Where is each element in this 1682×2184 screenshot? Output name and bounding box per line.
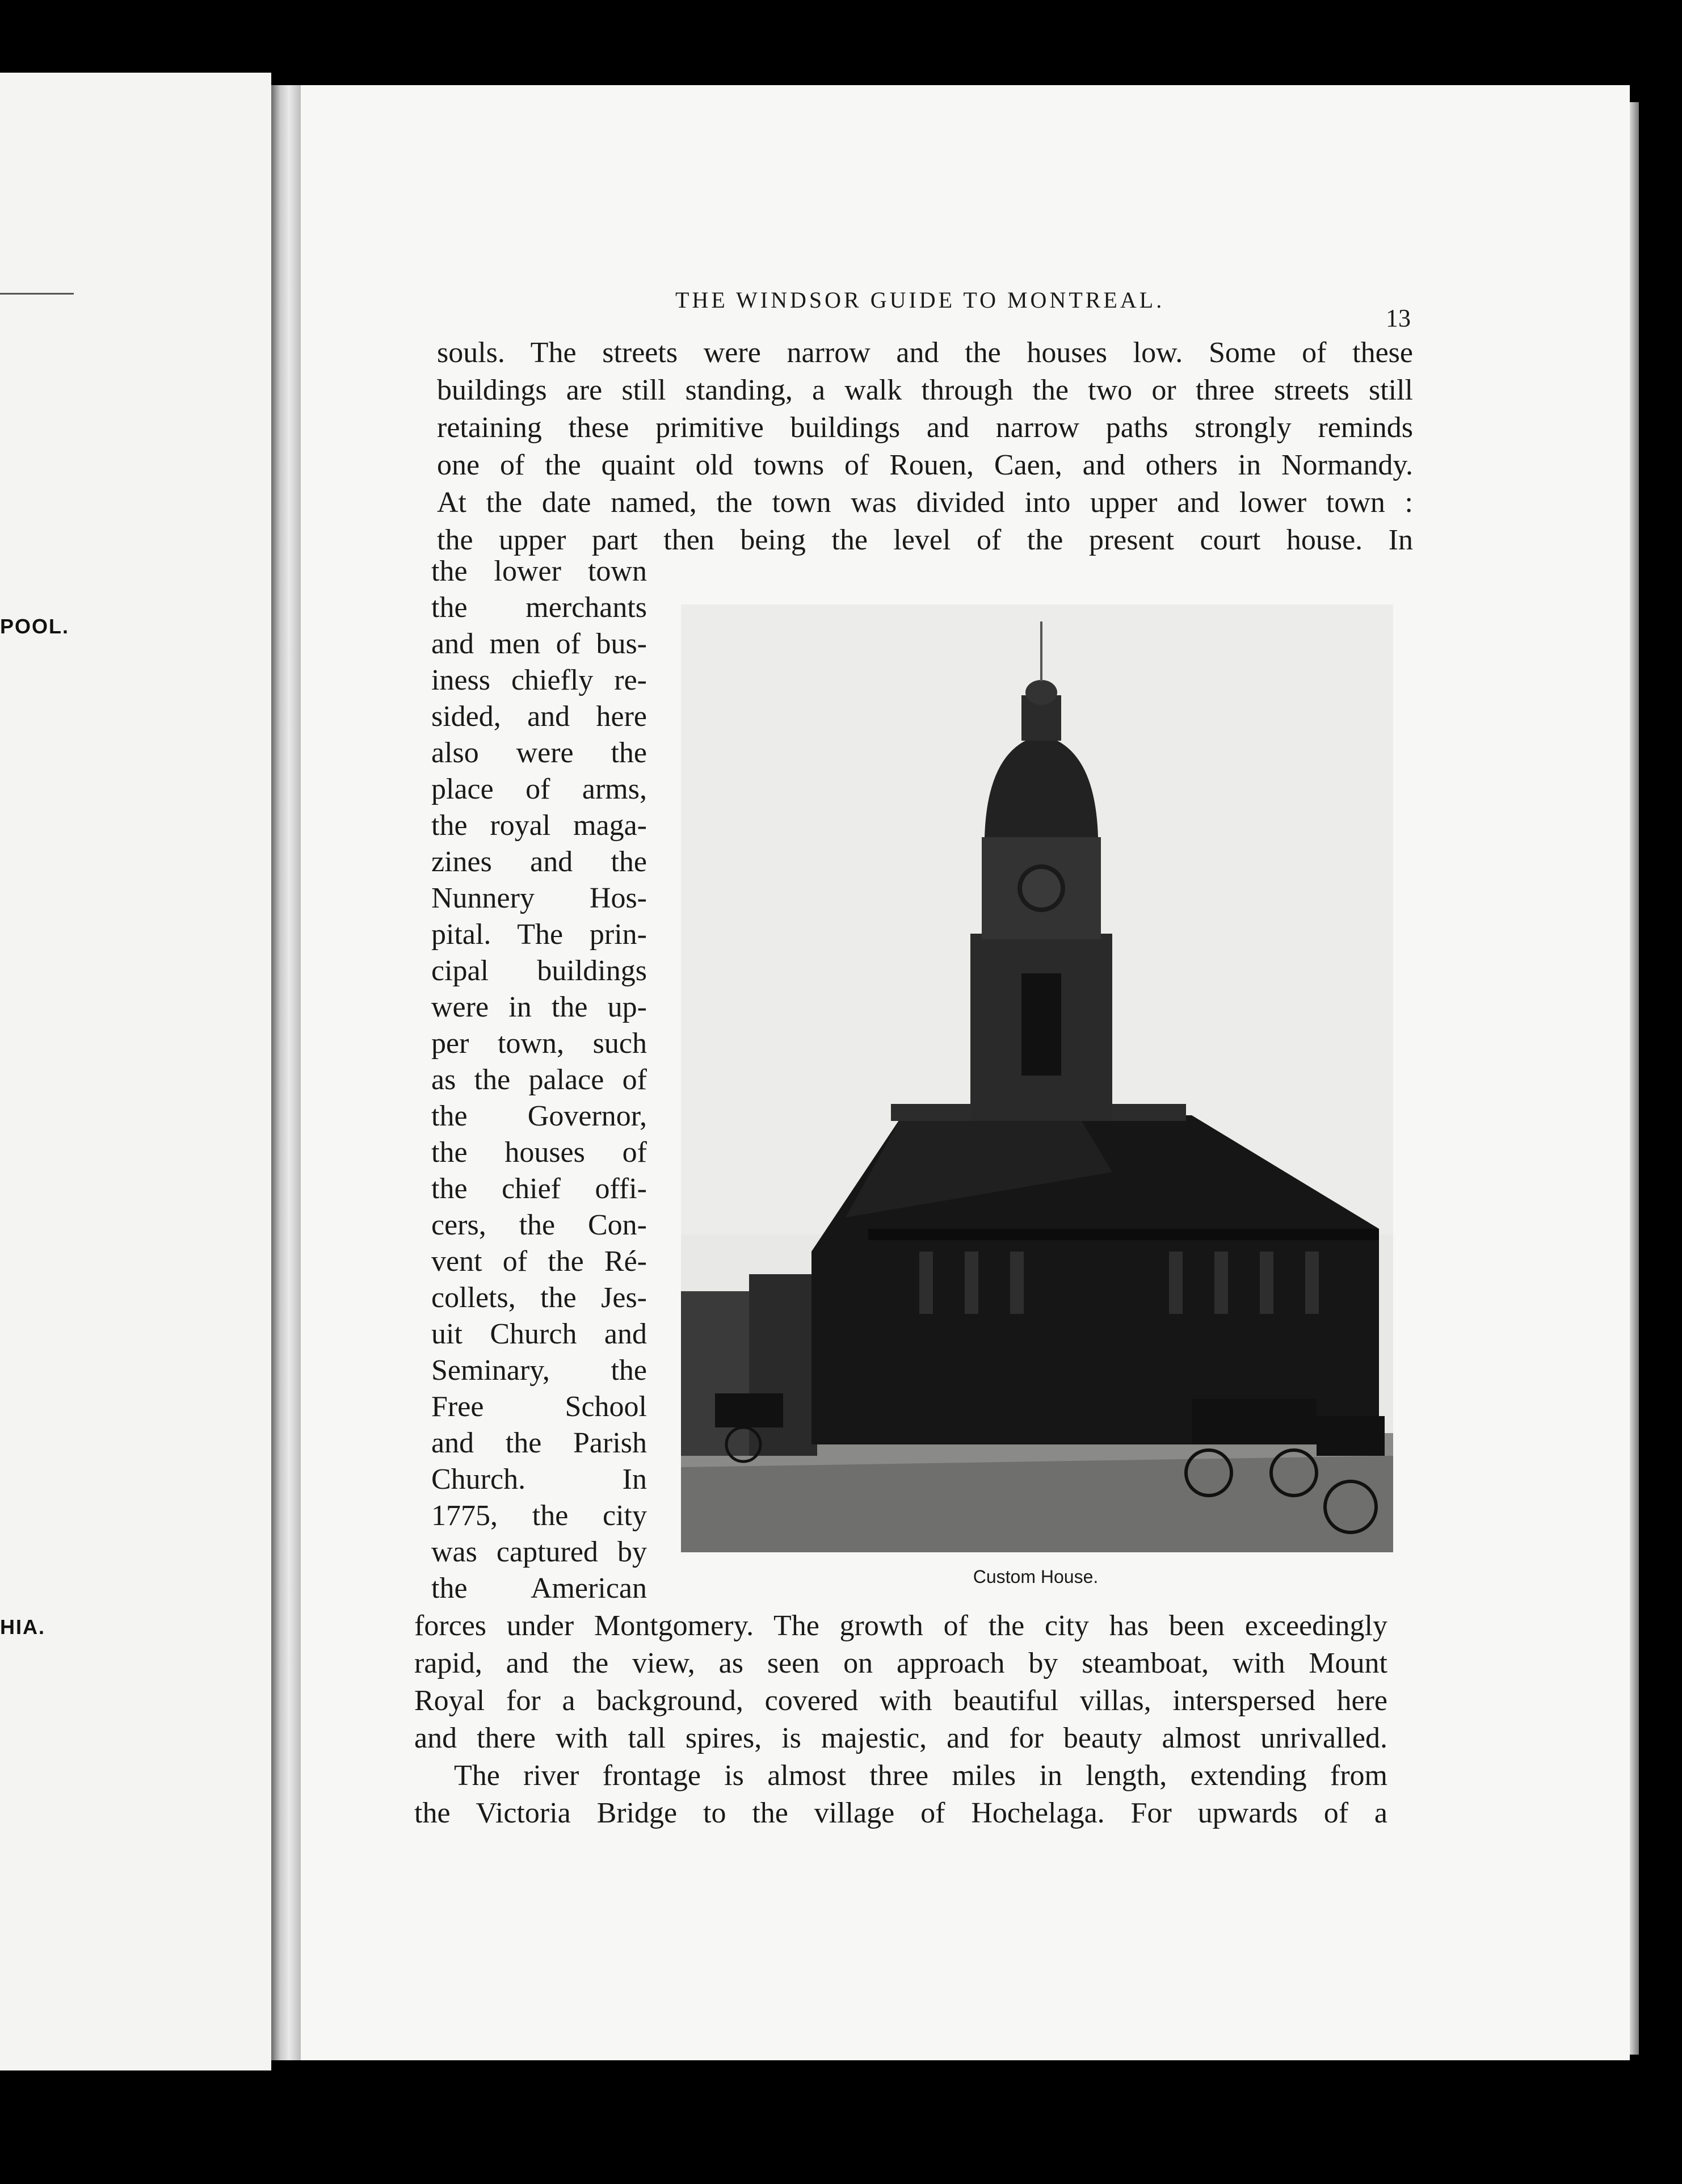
body-line-narrow: collets, the Jes- [431, 1282, 647, 1314]
running-head: THE WINDSOR GUIDE TO MONTREAL. [675, 287, 1165, 313]
body-line: Royal for a background, covered with beautiful villas, interspersed here [414, 1685, 1387, 1717]
page-number: 13 [1386, 304, 1411, 332]
body-line-narrow: place of arms, [431, 773, 647, 805]
body-line: retaining these primitive buildings and narrow paths strongly reminds [437, 411, 1413, 444]
body-line-narrow: Church. In [431, 1463, 647, 1496]
body-line-narrow: the royal maga- [431, 809, 647, 842]
body-line-narrow: vent of the Ré- [431, 1245, 647, 1278]
body-line-narrow: Nunnery Hos- [431, 882, 647, 914]
body-line-narrow: the houses of [431, 1136, 647, 1169]
body-line: and there with tall spires, is majestic, and for beauty almost unrivalled. [414, 1722, 1387, 1754]
left-page-fragment-1: POOL. [0, 615, 70, 638]
body-line-narrow: cers, the Con- [431, 1209, 647, 1241]
figure-caption: Custom House. [973, 1566, 1099, 1587]
body-line: souls. The streets were narrow and the houses low. Some of these [437, 337, 1413, 369]
body-line-narrow: per town, such [431, 1027, 647, 1060]
body-line-narrow: also were the [431, 737, 647, 769]
body-line-narrow: Seminary, the [431, 1354, 647, 1387]
body-line: one of the quaint old towns of Rouen, Caen, and others in Normandy. [437, 449, 1413, 481]
body-line-narrow: sided, and here [431, 700, 647, 733]
body-line-narrow: was captured by [431, 1536, 647, 1568]
body-line-narrow: pital. The prin- [431, 918, 647, 951]
body-line-narrow: the American [431, 1572, 647, 1605]
body-line-narrow: the lower town [431, 555, 647, 587]
left-page-rule [0, 293, 74, 295]
body-line-narrow: the chief offi- [431, 1173, 647, 1205]
body-line: the upper part then being the level of the present court house. In [437, 524, 1413, 556]
body-line-narrow: uit Church and [431, 1318, 647, 1350]
body-line-narrow: iness chiefly re- [431, 664, 647, 696]
page-edge [1630, 102, 1639, 2055]
left-page-fragment-2: HIA. [0, 1615, 45, 1639]
body-line: buildings are still standing, a walk through the two or three streets still [437, 374, 1413, 406]
body-line-narrow: Free School [431, 1391, 647, 1423]
custom-house-photo [681, 604, 1393, 1552]
body-line-narrow: and the Parish [431, 1427, 647, 1459]
body-line: The river frontage is almost three miles in length, extending from [454, 1759, 1387, 1792]
body-line-narrow: zines and the [431, 846, 647, 878]
left-page [0, 73, 271, 2070]
body-line-narrow: and men of bus- [431, 628, 647, 660]
body-line: forces under Montgomery. The growth of the city has been exceedingly [414, 1610, 1387, 1642]
custom-house-illustration [681, 604, 1393, 1552]
body-line-narrow: 1775, the city [431, 1500, 647, 1532]
body-line-narrow: as the palace of [431, 1064, 647, 1096]
book-spine [271, 85, 301, 2060]
body-line: rapid, and the view, as seen on approach by steamboat, with Mount [414, 1647, 1387, 1679]
body-line-narrow: the merchants [431, 591, 647, 624]
body-line: At the date named, the town was divided into upper and lower town : [437, 486, 1413, 519]
body-line-narrow: were in the up- [431, 991, 647, 1023]
body-line-narrow: cipal buildings [431, 955, 647, 987]
body-line: the Victoria Bridge to the village of Hochelaga. For upwards of a [414, 1797, 1387, 1829]
body-line-narrow: the Governor, [431, 1100, 647, 1132]
